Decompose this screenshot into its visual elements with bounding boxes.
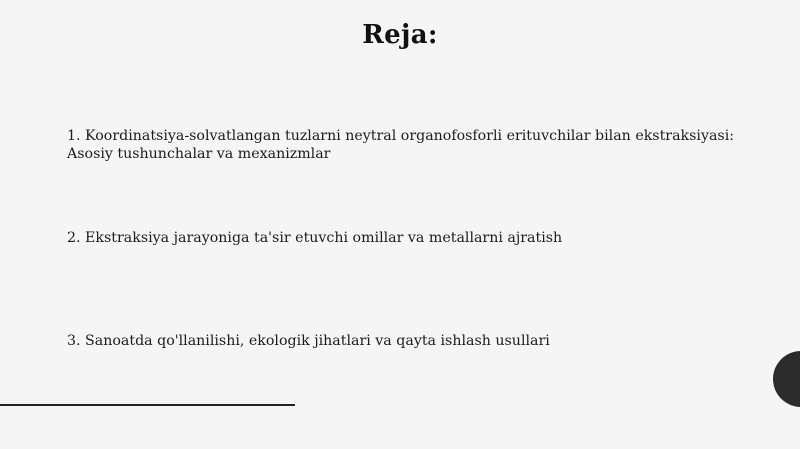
next-slide-button[interactable] xyxy=(773,351,800,407)
bottom-divider-line xyxy=(0,404,295,406)
plan-item-2: 2. Ekstraksiya jarayoniga ta'sir etuvchi omillar va metallarni ajratish xyxy=(67,230,563,246)
slide-title: Reja: xyxy=(362,20,438,50)
plan-item-3: 3. Sanoatda qo'llanilishi, ekologik jihatlari va qayta ishlash usullari xyxy=(67,333,550,349)
plan-item-1: 1. Koordinatsiya-solvatlangan tuzlarni neytral organofosforli erituvchilar bilan ekstraksiyasi: Asosiy tushunchalar va mexanizmlar xyxy=(67,128,735,162)
